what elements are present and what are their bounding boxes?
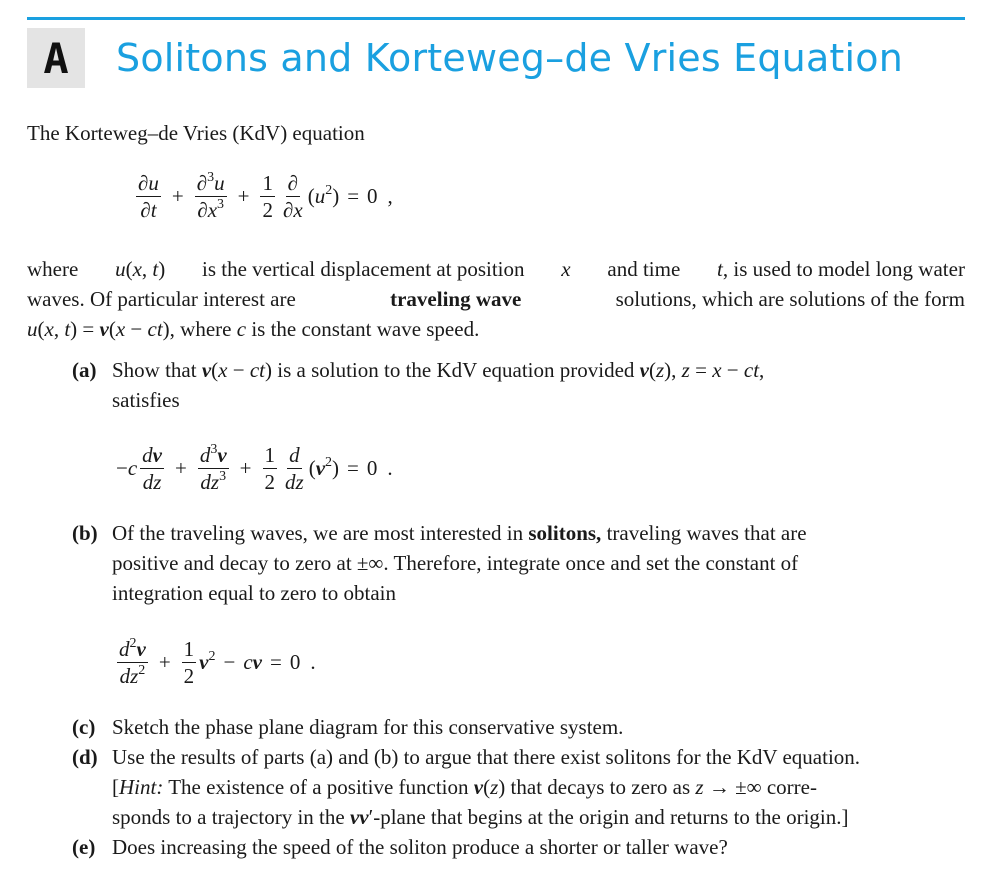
part-d-label: (d) xyxy=(72,745,98,769)
part-d-text-2: The existence of a positive function xyxy=(168,775,469,799)
para-line3-a: , where xyxy=(169,317,232,341)
para-line1-d: , is used to model long water xyxy=(722,257,965,281)
para-line1-b: is the vertical displacement at position xyxy=(202,257,525,281)
part-b xyxy=(72,518,807,548)
part-b-text-2: traveling waves that are xyxy=(606,521,807,545)
ode-b-terminator: . xyxy=(310,650,316,674)
part-a-label: (a) xyxy=(72,358,97,382)
hint-label: Hint: xyxy=(119,775,164,799)
kdv-equation: $\frac{\partial u}{\partial t}$ + $\frac{\partial^3u}{\partial x^3}$ + $\frac{1}{2}$ $\frac{\partial}{\partial x}$ $(u^2)$ = 0 , xyxy=(138,170,393,222)
ode-a-equation: −c $\frac{dv}{dz}$ + $\frac{d^3v}{dz^3}$ + $\frac{1}{2}$ $\frac{d}{dz}$ $(v^2)$ = 0 . xyxy=(116,442,393,494)
part-e-label: (e) xyxy=(72,835,96,859)
part-d-cont-2: sponds to a trajectory in the vv′-plane that begins at the origin and returns to the origin.] xyxy=(112,805,849,829)
kdv-rhs: 0 xyxy=(367,184,378,208)
kdv-terminator: , xyxy=(387,184,393,208)
ode-a-terminator: . xyxy=(387,456,393,480)
para-line2-b: solutions, which are solutions of the form xyxy=(615,287,965,311)
part-c xyxy=(72,712,623,742)
para-line2-a: waves. Of particular interest are xyxy=(27,287,296,311)
part-e-text: Does increasing the speed of the soliton produce a shorter or taller wave? xyxy=(112,835,728,859)
part-d-text-6: -plane that begins at the origin and returns to the origin.] xyxy=(373,805,849,829)
part-e xyxy=(72,832,728,862)
part-a-text-2: is a solution to the KdV equation provided xyxy=(277,358,635,382)
part-d-text-3: that decays to zero as xyxy=(510,775,691,799)
appendix-badge xyxy=(27,28,85,88)
appendix-letter: A xyxy=(43,33,69,83)
part-b-text-4: . Therefore, integrate once and set the constant of xyxy=(383,551,799,575)
ode-b-equation: $\frac{d^2v}{dz^2}$ + $\frac{1}{2}$ $v^2$ − cv = 0 . xyxy=(119,636,316,688)
para-line2-bold: traveling wave xyxy=(390,287,522,311)
part-c-text: Sketch the phase plane diagram for this conservative system. xyxy=(112,715,624,739)
part-b-cont-1: positive and decay to zero at ±∞. Therefore, integrate once and set the constant of xyxy=(112,551,799,575)
part-a: (a) Show that v(x − ct) is a solution to the KdV equation provided v(z), z = x − ct, xyxy=(72,355,764,385)
part-d-text-5: sponds to a trajectory in the xyxy=(112,805,345,829)
para-line3-b: is the constant wave speed. xyxy=(251,317,480,341)
body-paragraph: where u(x, t) is the vertical displacement at position x and time t, is used to model long water waves. Of particular interest are traveling wave solutions, which are solutions of the form u(x, t) = v(x − ct) , where c is the constant wave speed. xyxy=(27,254,965,344)
header-rule xyxy=(27,17,965,20)
part-b-label: (b) xyxy=(72,521,98,545)
part-d xyxy=(72,742,860,772)
part-a-cont: satisfies xyxy=(112,388,180,412)
page-title: Solitons and Korteweg–de Vries Equation xyxy=(116,36,904,80)
intro-text: The Korteweg–de Vries (KdV) equation xyxy=(27,121,365,145)
para-line1-a: where xyxy=(27,257,79,281)
part-d-text-4: corre- xyxy=(766,775,817,799)
part-b-text-3: positive and decay to zero at xyxy=(112,551,352,575)
para-line1-c: and time xyxy=(607,257,681,281)
part-c-label: (c) xyxy=(72,715,96,739)
part-d-text-1: Use the results of parts (a) and (b) to argue that there exist solitons for the KdV equation. xyxy=(112,745,861,769)
part-b-bold: solitons, xyxy=(528,521,602,545)
part-b-cont-2: integration equal to zero to obtain xyxy=(112,581,396,605)
part-d-cont-1: [Hint: The existence of a positive function v(z) that decays to zero as z → ±∞ corre- xyxy=(112,775,817,799)
part-b-text-1: Of the traveling waves, we are most interested in xyxy=(112,521,524,545)
part-a-text-1: Show that xyxy=(112,358,197,382)
